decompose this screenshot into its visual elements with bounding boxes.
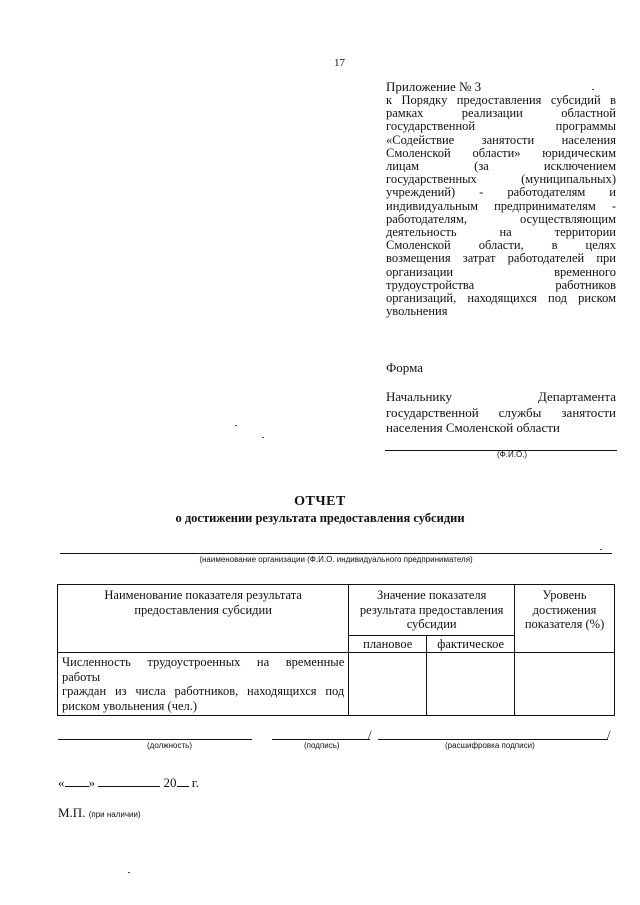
indicator-line: Численность трудоустроенных на временные работы <box>62 655 345 684</box>
page-number: 17 <box>334 57 345 69</box>
annex-line: организации временного <box>386 264 616 279</box>
actual-value-cell[interactable] <box>427 653 515 716</box>
annex-line: возмещения затрат работодателей при <box>386 251 616 266</box>
scan-speck <box>262 437 264 438</box>
date-year-suffix: г. <box>191 775 199 790</box>
indicator-name-cell <box>58 653 349 716</box>
stamp-note: (при наличии) <box>88 810 141 819</box>
scan-speck <box>128 872 130 873</box>
form-label: Форма <box>386 360 423 375</box>
addressee-line: Начальнику Департамента <box>386 389 616 404</box>
header-actual: фактическое <box>427 635 515 653</box>
annex-line: трудоустройства работников <box>386 277 616 292</box>
annex-line: работодателям, осуществляющим <box>386 211 616 226</box>
signature-label: (подпись) <box>304 741 340 750</box>
annex-line: Смоленской области, в целях <box>386 238 616 253</box>
fio-label: (Ф.И.О.) <box>497 450 528 459</box>
position-line <box>58 739 252 740</box>
report-title: ОТЧЕТ <box>294 494 346 509</box>
planned-value-cell[interactable] <box>349 653 427 716</box>
stamp-label <box>58 805 141 821</box>
annex-line: лицам (за исключением <box>386 159 616 174</box>
annex-line: рамках реализации областной <box>386 106 616 121</box>
header-indicator-name: Наименование показателя результата предоставления субсидии <box>58 585 349 653</box>
date-open-quote: « <box>58 775 65 790</box>
header-achievement-level: Уровень достижения показателя (%) <box>515 585 615 653</box>
annex-line: к Порядку предоставления субсидий в <box>386 93 616 107</box>
annex-line: увольнения <box>386 304 448 319</box>
annex-title: Приложение № 3 <box>386 79 482 94</box>
annex-line: Смоленской области» юридическим <box>386 145 616 160</box>
table-row <box>58 653 615 716</box>
scan-speck <box>600 549 602 550</box>
date-year-blank <box>177 775 189 787</box>
table-header-row <box>58 585 615 636</box>
date-day-blank <box>65 775 89 787</box>
signature-slash: / <box>368 727 372 742</box>
decoding-line <box>378 739 608 740</box>
annex-body <box>386 94 616 318</box>
date-close-quote: » <box>88 775 95 790</box>
annex-line: государственных (муниципальных) <box>386 172 616 187</box>
achievement-level-cell[interactable] <box>515 653 615 716</box>
position-label: (должность) <box>147 741 192 750</box>
indicator-line: граждан из числа работников, находящихся под <box>62 684 345 698</box>
annex-line: государственной программы <box>386 119 616 134</box>
signature-slash: / <box>607 727 611 742</box>
scan-speck <box>235 425 237 426</box>
addressee-line: государственной службы занятости <box>386 404 616 420</box>
date-year-prefix: 20 <box>163 775 177 790</box>
date-month-blank <box>98 775 160 787</box>
signature-line <box>272 739 370 740</box>
scan-speck <box>592 89 594 90</box>
addressee-line: населения Смоленской области <box>386 420 560 435</box>
annex-line: организаций, находящихся под риском <box>386 291 616 306</box>
indicator-table <box>57 584 615 716</box>
stamp-mark: М.П. <box>58 805 86 820</box>
annex-line: «Содействие занятости населения <box>386 132 616 147</box>
annex-block <box>386 79 616 318</box>
header-planned: плановое <box>349 635 427 653</box>
annex-line: индивидуальным предпринимателям - <box>386 198 616 213</box>
organization-label: (наименование организации (Ф.И.О. индивидуального предпринимателя) <box>199 555 473 564</box>
annex-line: деятельность на территории <box>386 225 616 240</box>
report-subtitle: о достижении результата предоставления субсидии <box>175 511 465 525</box>
date-row <box>58 775 199 791</box>
decoding-label: (расшифровка подписи) <box>445 741 535 750</box>
addressee-block <box>386 389 616 436</box>
indicator-line: риском увольнения (чел.) <box>62 698 198 713</box>
annex-line: учреждений) - работодателям и <box>386 185 616 200</box>
header-indicator-value: Значение показателя результата предоставления субсидии <box>349 585 515 636</box>
organization-line <box>60 553 612 554</box>
